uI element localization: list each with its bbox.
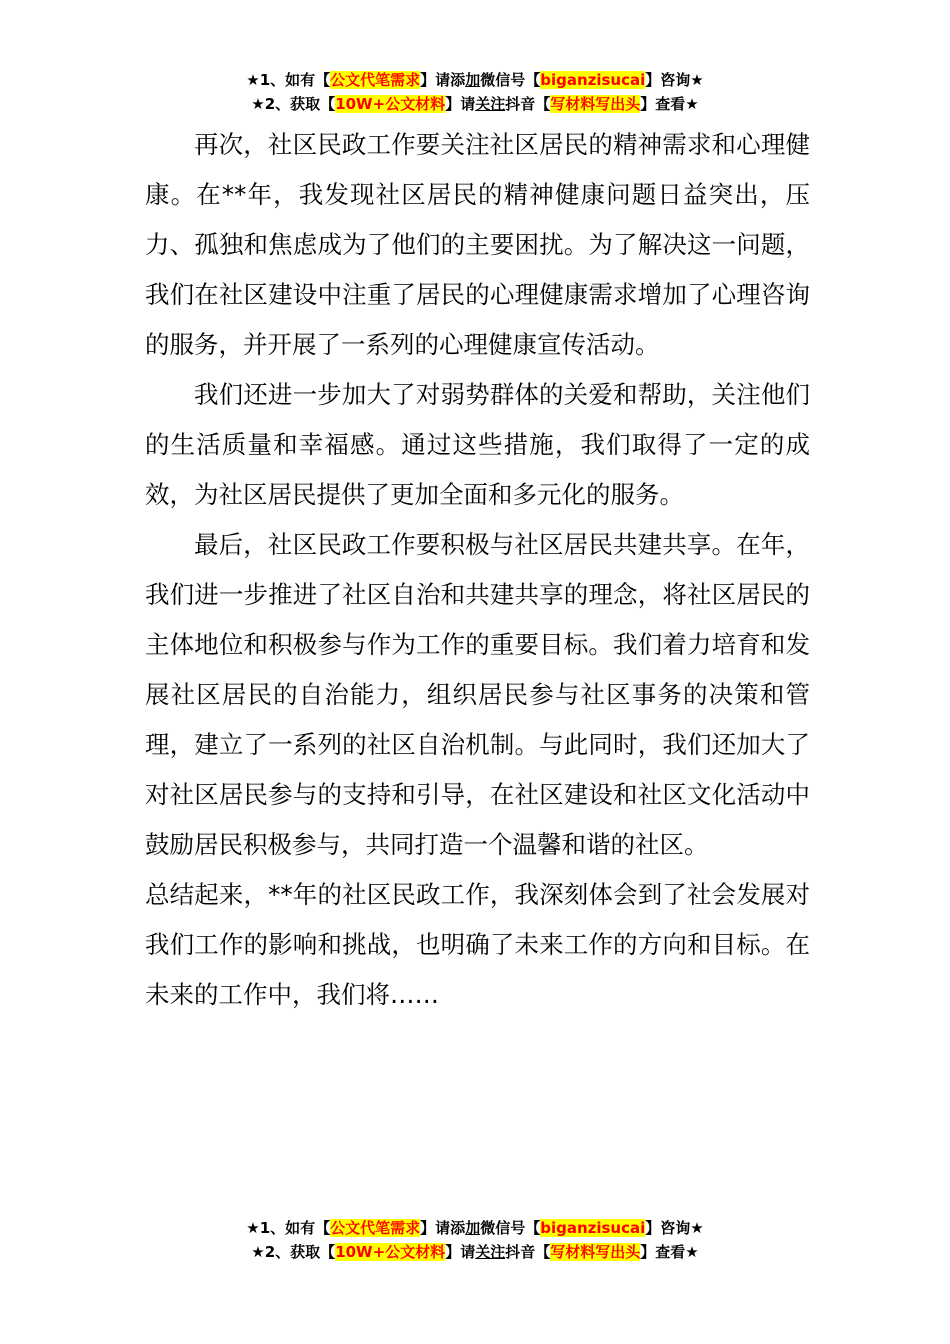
banner-text: 】请 (445, 1243, 476, 1261)
banner-text: 抖音【 (505, 95, 551, 113)
banner-highlight: 公文代笔需求 (330, 71, 421, 89)
banner-highlight: 10W+公文材料 (335, 95, 446, 113)
paragraph: 再次，社区民政工作要关注社区居民的精神需求和心理健康。在**年，我发现社区居民的精神健康问题日益突出，压力、孤独和焦虑成为了他们的主要困扰。为了解决这一问题，我们在社区建设中注重了居民的心理健康需求增加了心理咨询的服务，并开展了一系列的心理健康宣传活动。 (145, 130, 810, 359)
paragraph-summary: 总结起来，**年的社区民政工作，我深刻体会到了社会发展对我们工作的影响和挑战，也明确了未来工作的方向和目标。在未来的工作中，我们将…… (145, 880, 810, 1009)
banner-line-2 (0, 92, 950, 116)
footer-banner (0, 1216, 950, 1264)
paragraph: 我们还进一步加大了对弱势群体的关爱和帮助，关注他们的生活质量和幸福感。通过这些措施，我们取得了一定的成效，为社区居民提供了更加全面和多元化的服务。 (145, 380, 810, 509)
banner-text: 】咨询★ (645, 1219, 704, 1237)
paragraph: 最后，社区民政工作要积极与社区居民共建共享。在年，我们进一步推进了社区自治和共建共享的理念，将社区居民的主体地位和积极参与作为工作的重要目标。我们着力培育和发展社区居民的自治能力，组织居民参与社区事务的决策和管理，建立了一系列的社区自治机制。与此同时，我们还加大了对社区居民参与的支持和引导，在社区建设和社区文化活动中鼓励居民积极参与，共同打造一个温馨和谐的社区。 (145, 530, 810, 859)
banner-text: 】查看★ (640, 1243, 699, 1261)
banner-text: 抖音【 (505, 1243, 551, 1261)
header-banner (0, 68, 950, 116)
banner-text: 】咨询★ (645, 71, 704, 89)
banner-text: 】请添 (420, 71, 466, 89)
banner-text: 微信号【 (480, 1219, 541, 1237)
banner-text: ★2、获取【 (251, 95, 336, 113)
banner-douyin-name: 写材料写出头 (550, 95, 641, 113)
banner-highlight: 10W+公文材料 (335, 1243, 446, 1261)
banner-highlight: 公文代笔需求 (330, 1219, 421, 1237)
banner-text: 】查看★ (640, 95, 699, 113)
banner-underlined: 关注 (475, 1243, 506, 1261)
banner-text: 】请 (445, 95, 476, 113)
banner-underlined: 关注 (475, 95, 506, 113)
banner-douyin-name: 写材料写出头 (550, 1243, 641, 1261)
banner-text: 】请添 (420, 1219, 466, 1237)
banner-text: ★1、如有【 (246, 71, 331, 89)
banner-underlined: 加 (465, 71, 481, 89)
banner-text: ★2、获取【 (251, 1243, 336, 1261)
banner-wechat-id: biganzisucai (540, 1219, 646, 1237)
banner-underlined: 加 (465, 1219, 481, 1237)
banner-line-1 (0, 68, 950, 92)
banner-wechat-id: biganzisucai (540, 71, 646, 89)
banner-line-2 (0, 1240, 950, 1264)
banner-line-1 (0, 1216, 950, 1240)
document-body (145, 120, 810, 1020)
banner-text: 微信号【 (480, 71, 541, 89)
banner-text: ★1、如有【 (246, 1219, 331, 1237)
